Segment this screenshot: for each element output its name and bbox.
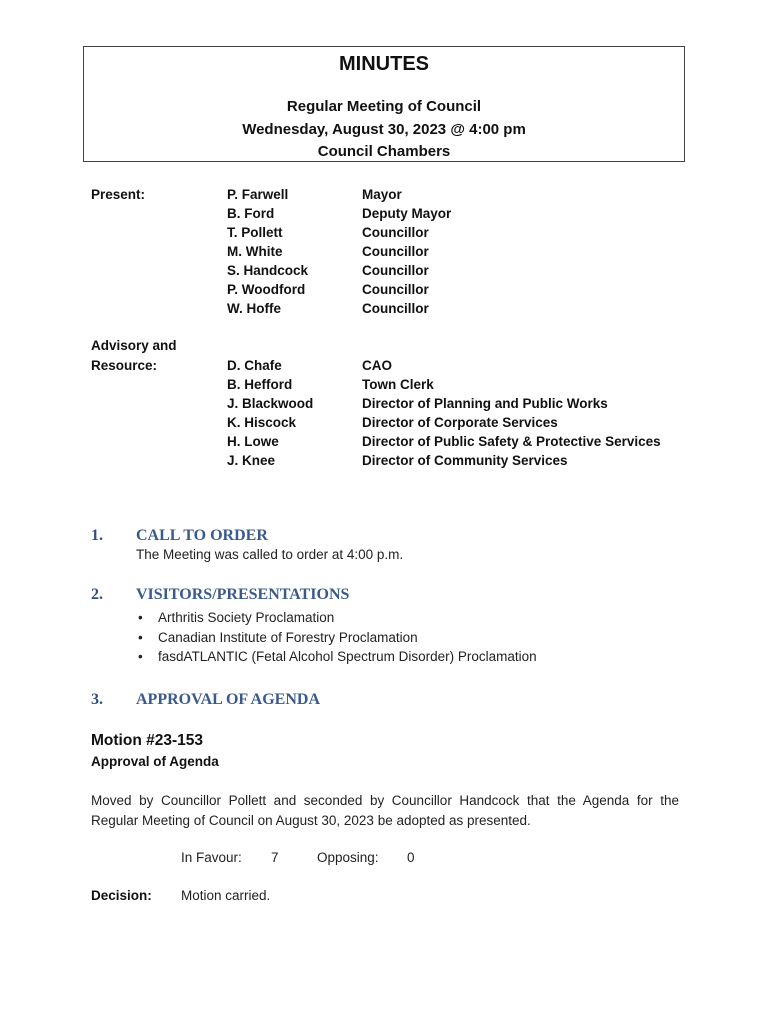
present-name: P. Woodford bbox=[227, 282, 306, 297]
section-number: 2. bbox=[91, 586, 103, 603]
document-title: MINUTES bbox=[339, 53, 429, 75]
present-name: B. Ford bbox=[227, 206, 275, 221]
advisory-name: J. Knee bbox=[227, 453, 276, 468]
section-heading-approval-of-agenda: APPROVAL OF AGENDA bbox=[136, 691, 321, 708]
meeting-datetime: Wednesday, August 30, 2023 @ 4:00 pm bbox=[242, 121, 526, 138]
meeting-location: Council Chambers bbox=[317, 143, 451, 160]
section-heading-visitors: VISITORS/PRESENTATIONS bbox=[136, 586, 350, 603]
present-name: M. White bbox=[227, 244, 283, 259]
present-name: P. Farwell bbox=[227, 187, 289, 202]
motion-subject: Approval of Agenda bbox=[91, 754, 219, 769]
advisory-name: K. Hiscock bbox=[227, 415, 297, 430]
present-name: W. Hoffe bbox=[227, 301, 281, 316]
present-title: Deputy Mayor bbox=[362, 206, 452, 221]
advisory-title: Director of Public Safety & Protective Services bbox=[362, 434, 661, 449]
decision-label: Decision: bbox=[91, 888, 152, 903]
list-item bbox=[136, 647, 537, 667]
advisory-name: H. Lowe bbox=[227, 434, 279, 449]
list-item-text: fasdATLANTIC (Fetal Alcohol Spectrum Disorder) Proclamation bbox=[158, 649, 537, 664]
list-item bbox=[136, 628, 537, 648]
section-heading-call-to-order: CALL TO ORDER bbox=[136, 527, 268, 544]
advisory-title: CAO bbox=[362, 358, 392, 373]
present-title: Councillor bbox=[362, 244, 429, 259]
advisory-name: J. Blackwood bbox=[227, 396, 314, 411]
bullet-icon: • bbox=[138, 610, 143, 625]
opposing-label: Opposing: bbox=[317, 850, 379, 865]
advisory-name: D. Chafe bbox=[227, 358, 282, 373]
section-number: 3. bbox=[91, 691, 103, 708]
present-title: Councillor bbox=[362, 225, 429, 240]
advisory-title: Director of Corporate Services bbox=[362, 415, 558, 430]
present-title: Councillor bbox=[362, 263, 429, 278]
call-to-order-text: The Meeting was called to order at 4:00 p.m. bbox=[136, 547, 404, 562]
resource-label: Resource: bbox=[91, 358, 158, 373]
present-title: Councillor bbox=[362, 301, 429, 316]
motion-number: Motion #23-153 bbox=[91, 732, 203, 749]
advisory-title: Director of Planning and Public Works bbox=[362, 396, 608, 411]
advisory-name: B. Hefford bbox=[227, 377, 293, 392]
section-number: 1. bbox=[91, 527, 103, 544]
motion-text: Moved by Councillor Pollett and seconded by Councillor Handcock that the Agenda for the Regular Meeting of Council on August 30, 2023 be adopted as presented. bbox=[91, 793, 679, 828]
in-favour-label: In Favour: bbox=[181, 850, 242, 865]
bullet-icon: • bbox=[138, 629, 143, 645]
minutes-header-box bbox=[83, 46, 685, 162]
presentations-list bbox=[136, 608, 537, 667]
list-item-text: Canadian Institute of Forestry Proclamation bbox=[158, 629, 418, 645]
bullet-icon: • bbox=[138, 649, 143, 664]
decision-text: Motion carried. bbox=[181, 888, 271, 903]
advisory-label: Advisory and bbox=[91, 338, 177, 353]
present-name: T. Pollett bbox=[227, 225, 283, 240]
advisory-title: Town Clerk bbox=[362, 377, 434, 392]
present-label: Present: bbox=[91, 187, 146, 202]
advisory-title: Director of Community Services bbox=[362, 453, 568, 468]
meeting-type: Regular Meeting of Council bbox=[286, 98, 482, 115]
present-title: Councillor bbox=[362, 282, 429, 297]
opposing-count: 0 bbox=[407, 850, 415, 865]
present-title: Mayor bbox=[362, 187, 402, 202]
present-name: S. Handcock bbox=[227, 263, 309, 278]
list-item-text: Arthritis Society Proclamation bbox=[158, 610, 335, 625]
in-favour-count: 7 bbox=[271, 850, 279, 865]
list-item bbox=[136, 608, 537, 628]
